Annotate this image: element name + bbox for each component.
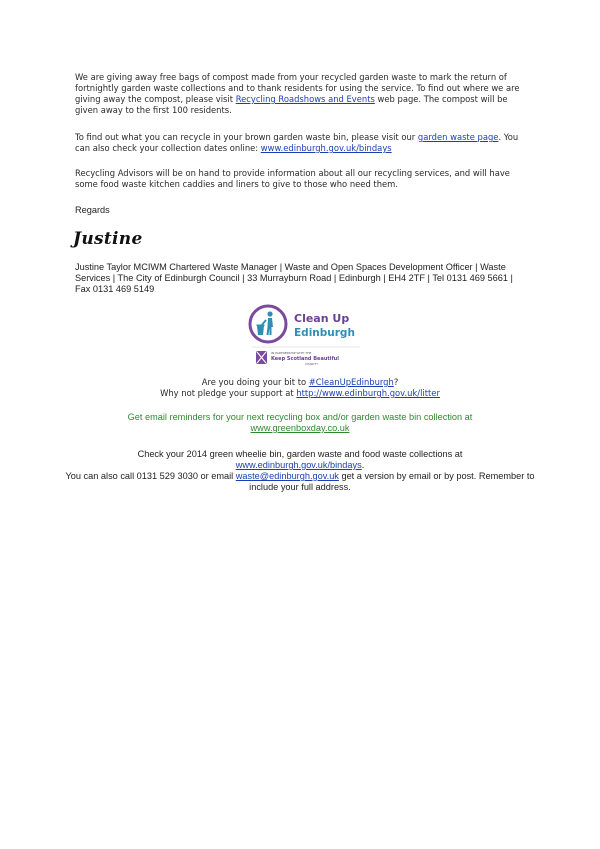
check-text: Check your 2014 green wheelie bin, garden waste and food waste collections at bbox=[137, 449, 463, 459]
paragraph-advisors: Recycling Advisors will be on hand to provide information about all our recycling services, and will have some food waste kitchen caddies and liners to give to those who need them. bbox=[75, 168, 510, 189]
greenboxday-link[interactable]: www.greenboxday.co.uk bbox=[250, 423, 350, 433]
check-link-after: . bbox=[361, 460, 365, 470]
logo-line1: Clean Up bbox=[294, 312, 350, 325]
paragraph-text: We are giving away free bags of compost made from your recycled garden waste to mark the return of fortnightly garden waste collections and to thank residents for using the service. To find out where we are giving away the compost, please visit bbox=[75, 72, 520, 104]
pledge-text: Why not pledge your support at bbox=[160, 388, 297, 398]
footer-campaign bbox=[60, 377, 540, 399]
logo-graphic bbox=[247, 301, 365, 373]
call-text-end: get a version by email or by post. Remember to include your full address. bbox=[249, 471, 535, 492]
garden-waste-page-link[interactable]: garden waste page bbox=[417, 132, 499, 142]
paragraph-text: To find out what you can recycle in your brown garden waste bin, please visit our bbox=[75, 132, 418, 142]
reminder-text: Get email reminders for your next recycling box and/or garden waste bin collection at bbox=[127, 412, 473, 422]
hashtag-link[interactable]: #CleanUpEdinburgh bbox=[308, 377, 394, 387]
regards-text: Regards bbox=[75, 205, 110, 215]
campaign-line bbox=[60, 377, 540, 388]
paragraph-text: web page. The compost will be given away to the first 100 residents. bbox=[75, 94, 508, 115]
paragraph-compost bbox=[75, 72, 530, 116]
footer-reminder bbox=[60, 412, 540, 434]
partner-charity: CHARITY bbox=[305, 362, 319, 366]
campaign-text: Are you doing your bit to bbox=[201, 377, 309, 387]
footer-collections bbox=[60, 449, 540, 493]
partner-small-text: IN PARTNERSHIP WITH THE bbox=[271, 351, 312, 355]
pledge-line bbox=[60, 388, 540, 399]
signature: Justine bbox=[73, 229, 143, 249]
call-line bbox=[60, 471, 540, 493]
clean-up-edinburgh-logo bbox=[247, 301, 365, 373]
bindays-footer-link[interactable]: www.edinburgh.gov.uk/bindays bbox=[235, 460, 362, 470]
litter-link[interactable]: http://www.edinburgh.gov.uk/litter bbox=[296, 388, 440, 398]
logo-line2: Edinburgh bbox=[294, 327, 355, 339]
partner-name: Keep Scotland Beautiful bbox=[271, 356, 339, 362]
campaign-text-end: ? bbox=[393, 377, 399, 387]
roadshows-link[interactable]: Recycling Roadshows and Events bbox=[235, 94, 375, 104]
bindays-link[interactable]: www.edinburgh.gov.uk/bindays bbox=[260, 143, 392, 153]
paragraph-text: . You can also check your collection dates online: bbox=[75, 132, 519, 153]
call-text: You can also call 0131 529 3030 or email bbox=[65, 471, 236, 481]
contact-details: Justine Taylor MCIWM Chartered Waste Manager | Waste and Open Spaces Development Officer | Waste Services | The City of Edinburgh Council | 33 Murrayburn Road | Edinburgh | EH4 2TF | Tel 0131 469 5661 | Fax 0131 469 5149 bbox=[75, 262, 513, 294]
email-link[interactable]: waste@edinburgh.gov.uk bbox=[235, 471, 339, 481]
paragraph-brown-bin bbox=[75, 132, 530, 154]
